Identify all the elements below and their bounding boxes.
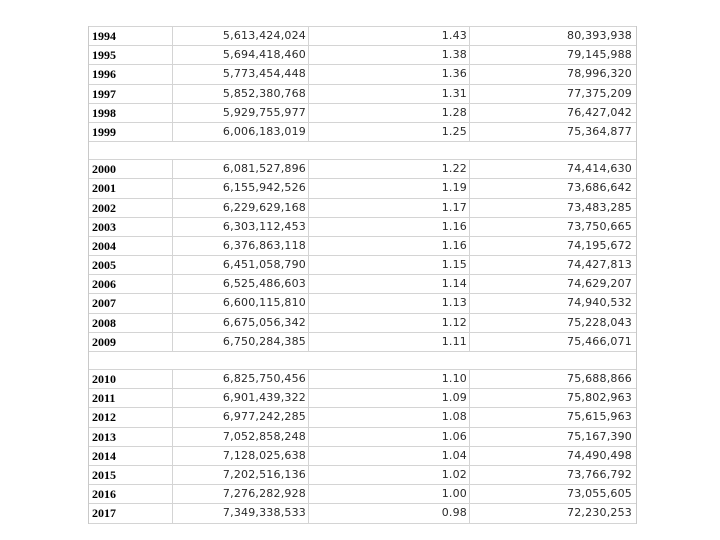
yearly-change-cell: 75,466,071 xyxy=(567,334,632,348)
table-row xyxy=(89,198,636,217)
growth-rate-cell: 1.28 xyxy=(309,104,470,122)
growth-rate-cell: 1.16 xyxy=(309,218,470,236)
growth-rate-cell: 1.22 xyxy=(309,160,470,178)
population-cell: 7,276,282,928 xyxy=(173,485,309,503)
table-row xyxy=(89,178,636,197)
table-row xyxy=(89,407,636,426)
table-row xyxy=(89,446,636,465)
yearly-change-cell: 76,427,042 xyxy=(567,105,632,119)
year-cell: 2007 xyxy=(89,294,173,312)
yearly-change-cell: 73,750,665 xyxy=(567,219,632,233)
table-row xyxy=(89,484,636,503)
year-cell: 1995 xyxy=(89,46,173,64)
year-cell: 1998 xyxy=(89,104,173,122)
yearly-change-cell: 73,055,605 xyxy=(567,487,632,501)
yearly-change-cell: 74,414,630 xyxy=(567,162,632,176)
yearly-change-cell: 73,483,285 xyxy=(567,200,632,214)
population-cell: 6,081,527,896 xyxy=(173,160,309,178)
growth-rate-cell: 1.36 xyxy=(309,65,470,83)
population-cell: 6,750,284,385 xyxy=(173,333,309,351)
growth-rate-cell: 1.06 xyxy=(309,428,470,446)
growth-rate-cell: 1.17 xyxy=(309,199,470,217)
table-row xyxy=(89,293,636,312)
table-row xyxy=(89,255,636,274)
year-cell: 2000 xyxy=(89,160,173,178)
table-row xyxy=(89,122,636,141)
growth-rate-cell: 1.09 xyxy=(309,389,470,407)
population-cell: 6,977,242,285 xyxy=(173,408,309,426)
table-row xyxy=(89,465,636,484)
yearly-change-cell: 79,145,988 xyxy=(567,48,632,62)
growth-rate-cell: 0.98 xyxy=(309,504,470,522)
year-cell: 2014 xyxy=(89,447,173,465)
yearly-change-cell: 77,375,209 xyxy=(567,86,632,100)
growth-rate-cell: 1.02 xyxy=(309,466,470,484)
population-cell: 6,006,183,019 xyxy=(173,123,309,141)
yearly-change-cell: 75,615,963 xyxy=(567,410,632,424)
growth-rate-cell: 1.11 xyxy=(309,333,470,351)
growth-rate-cell: 1.08 xyxy=(309,408,470,426)
table-row xyxy=(89,427,636,446)
table-row xyxy=(89,26,636,45)
population-cell: 6,600,115,810 xyxy=(173,294,309,312)
population-cell: 5,852,380,768 xyxy=(173,85,309,103)
yearly-change-cell: 75,167,390 xyxy=(567,429,632,443)
population-cell: 7,128,025,638 xyxy=(173,447,309,465)
growth-rate-cell: 1.12 xyxy=(309,314,470,332)
growth-rate-cell: 1.16 xyxy=(309,237,470,255)
year-cell: 2009 xyxy=(89,333,173,351)
growth-rate-cell: 1.38 xyxy=(309,46,470,64)
growth-rate-cell: 1.04 xyxy=(309,447,470,465)
growth-rate-cell: 1.43 xyxy=(309,27,470,45)
year-cell: 1996 xyxy=(89,65,173,83)
yearly-change-cell: 74,629,207 xyxy=(567,277,632,291)
year-cell: 2008 xyxy=(89,314,173,332)
yearly-change-cell: 72,230,253 xyxy=(567,506,632,520)
population-cell: 6,525,486,603 xyxy=(173,275,309,293)
yearly-change-cell: 74,940,532 xyxy=(567,296,632,310)
table-row xyxy=(89,369,636,388)
table-row xyxy=(89,313,636,332)
year-cell: 2013 xyxy=(89,428,173,446)
population-cell: 5,773,454,448 xyxy=(173,65,309,83)
growth-rate-cell: 1.14 xyxy=(309,275,470,293)
yearly-change-cell: 74,490,498 xyxy=(567,448,632,462)
table-row xyxy=(89,45,636,64)
yearly-change-cell: 75,364,877 xyxy=(567,124,632,138)
yearly-change-cell: 74,195,672 xyxy=(567,238,632,252)
population-cell: 5,694,418,460 xyxy=(173,46,309,64)
table-row xyxy=(89,274,636,293)
year-cell: 2003 xyxy=(89,218,173,236)
year-cell: 2012 xyxy=(89,408,173,426)
table-row xyxy=(89,217,636,236)
yearly-change-cell: 75,228,043 xyxy=(567,315,632,329)
year-cell: 2004 xyxy=(89,237,173,255)
population-cell: 6,376,863,118 xyxy=(173,237,309,255)
growth-rate-cell: 1.10 xyxy=(309,370,470,388)
growth-rate-cell: 1.25 xyxy=(309,123,470,141)
yearly-change-cell: 73,766,792 xyxy=(567,467,632,481)
growth-rate-cell: 1.15 xyxy=(309,256,470,274)
group-separator xyxy=(89,141,636,159)
table-row xyxy=(89,84,636,103)
yearly-change-cell: 74,427,813 xyxy=(567,258,632,272)
year-cell: 2016 xyxy=(89,485,173,503)
population-cell: 6,155,942,526 xyxy=(173,179,309,197)
yearly-change-cell: 75,688,866 xyxy=(567,372,632,385)
table-row xyxy=(89,332,636,351)
year-cell: 2001 xyxy=(89,179,173,197)
population-cell: 5,613,424,024 xyxy=(173,27,309,45)
population-cell: 7,052,858,248 xyxy=(173,428,309,446)
yearly-change-cell: 73,686,642 xyxy=(567,181,632,195)
year-cell: 1999 xyxy=(89,123,173,141)
population-cell: 7,349,338,533 xyxy=(173,504,309,522)
year-cell: 2006 xyxy=(89,275,173,293)
table-row xyxy=(89,388,636,407)
population-cell: 6,901,439,322 xyxy=(173,389,309,407)
year-cell: 2005 xyxy=(89,256,173,274)
year-cell: 2015 xyxy=(89,466,173,484)
year-cell: 2010 xyxy=(89,370,173,388)
growth-rate-cell: 1.19 xyxy=(309,179,470,197)
year-cell: 1994 xyxy=(89,27,173,45)
yearly-change-cell: 80,393,938 xyxy=(567,29,632,42)
year-cell: 2011 xyxy=(89,389,173,407)
population-cell: 6,451,058,790 xyxy=(173,256,309,274)
population-cell: 6,229,629,168 xyxy=(173,199,309,217)
population-table xyxy=(88,26,637,524)
population-cell: 7,202,516,136 xyxy=(173,466,309,484)
population-cell: 5,929,755,977 xyxy=(173,104,309,122)
population-cell: 6,825,750,456 xyxy=(173,370,309,388)
group-separator xyxy=(89,351,636,369)
growth-rate-cell: 1.31 xyxy=(309,85,470,103)
table-row xyxy=(89,159,636,178)
year-cell: 2017 xyxy=(89,504,173,522)
growth-rate-cell: 1.13 xyxy=(309,294,470,312)
year-cell: 2002 xyxy=(89,199,173,217)
year-cell: 1997 xyxy=(89,85,173,103)
table-row xyxy=(89,103,636,122)
table-row xyxy=(89,236,636,255)
yearly-change-cell: 75,802,963 xyxy=(567,391,632,405)
table-row xyxy=(89,503,636,523)
table-row xyxy=(89,64,636,83)
yearly-change-cell: 78,996,320 xyxy=(567,67,632,81)
population-cell: 6,675,056,342 xyxy=(173,314,309,332)
population-cell: 6,303,112,453 xyxy=(173,218,309,236)
growth-rate-cell: 1.00 xyxy=(309,485,470,503)
